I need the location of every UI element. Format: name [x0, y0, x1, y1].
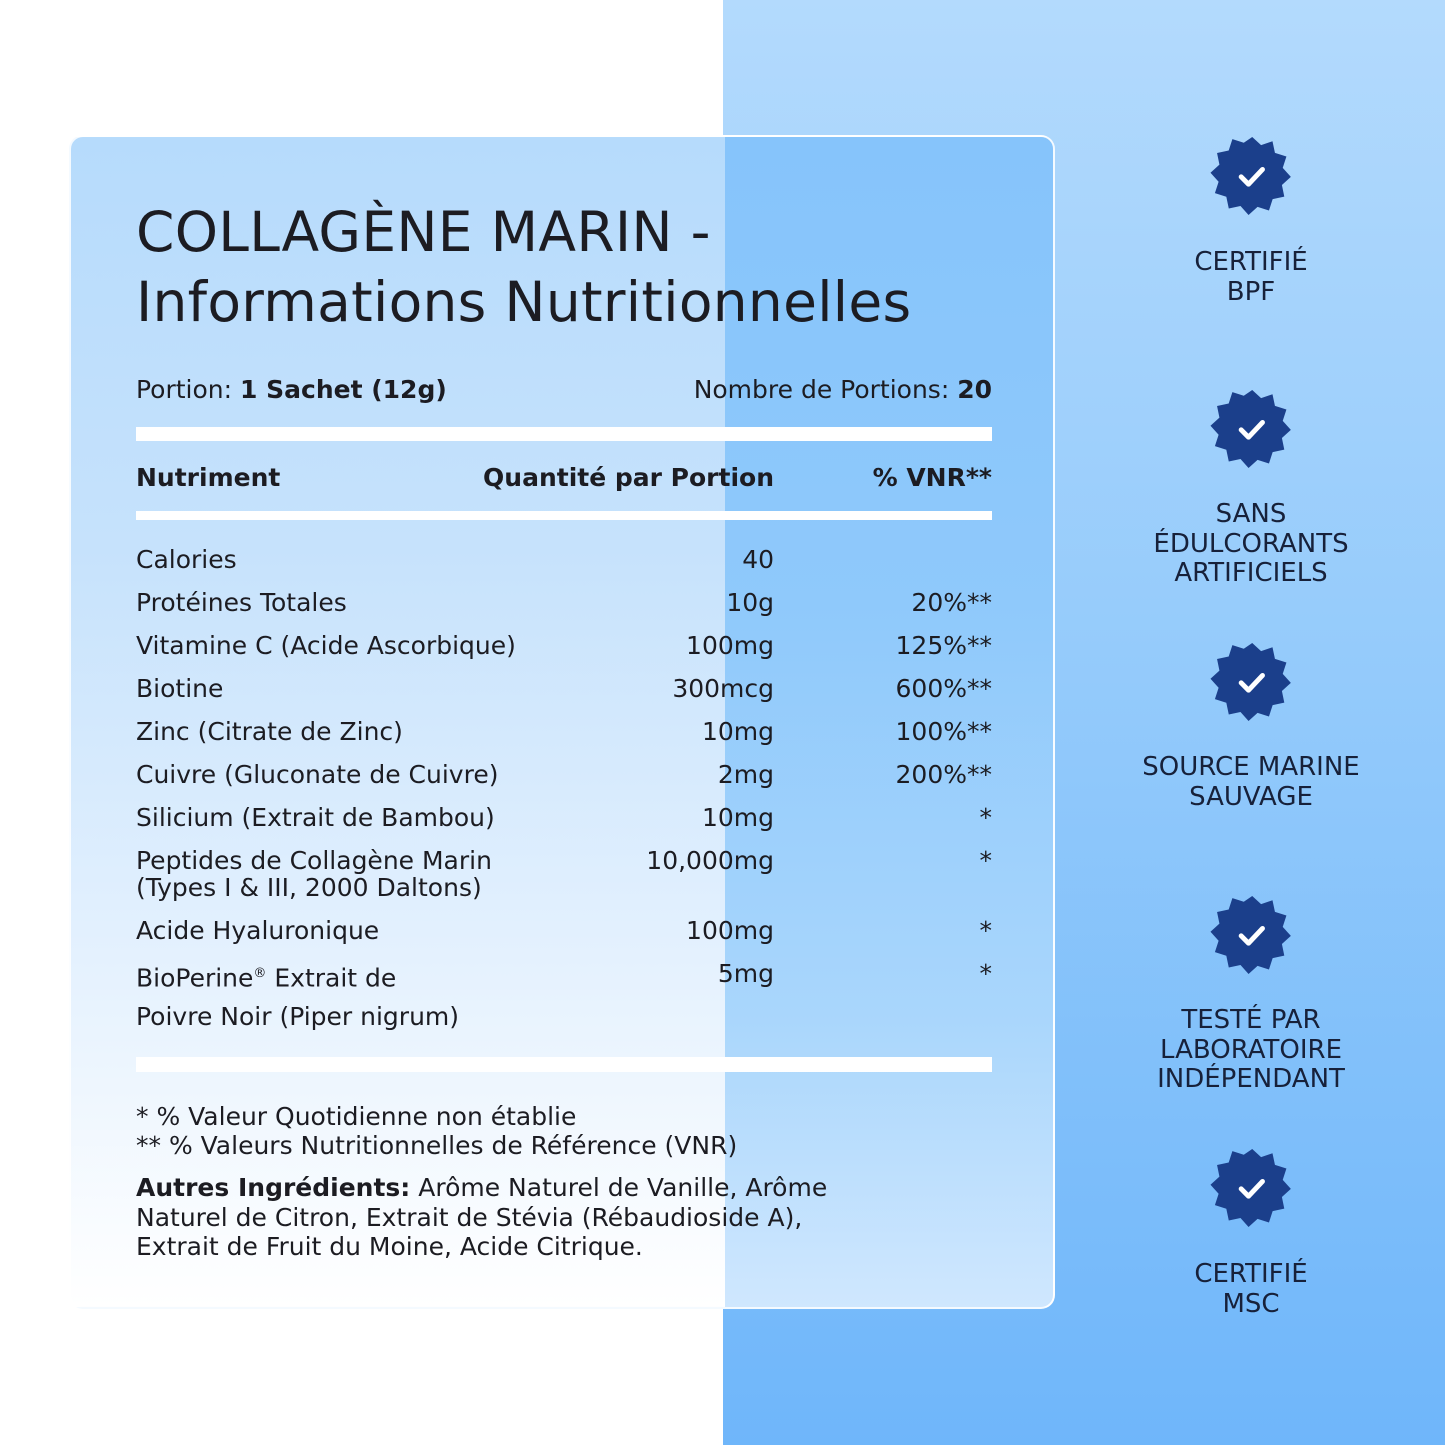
check-seal-icon — [1210, 894, 1292, 976]
nutrient-name: Silicium (Extrait de Bambou) — [136, 803, 495, 832]
nutrient-quantity: 10mg — [701, 717, 774, 746]
nutrient-vnr: 20%** — [911, 588, 992, 617]
badge-label-line: TESTÉ PAR — [1181, 1005, 1321, 1035]
portion-size — [136, 375, 447, 404]
divider-bottom — [136, 1057, 992, 1072]
badge-label — [1130, 1260, 1372, 1319]
nutrition-card — [69, 135, 1055, 1309]
nutrient-name-rest: Extrait de — [266, 963, 397, 993]
badge-label — [1130, 248, 1372, 307]
nutrient-name: Cuivre (Gluconate de Cuivre) — [136, 760, 499, 789]
header-vnr: % VNR** — [872, 463, 992, 492]
nutrient-vnr: * — [979, 916, 992, 945]
portion-count — [694, 375, 992, 404]
other-ingredients-text: Arôme Naturel de Vanille, Arôme Naturel de Citron, Extrait de Stévia (Rébaudioside A), Extrait de Fruit du Moine, Acide Citrique. — [136, 1173, 828, 1261]
badge-label-line: SOURCE MARINE — [1142, 752, 1360, 782]
badge-label-line: SAUVAGE — [1189, 781, 1313, 812]
check-seal-icon — [1210, 388, 1292, 470]
check-seal-icon — [1210, 1147, 1292, 1229]
badge-label — [1130, 1006, 1372, 1095]
badge-label-line: ARTIFICIELS — [1174, 558, 1328, 588]
nutrient-name: Peptides de Collagène Marin — [136, 846, 492, 875]
portion-label: Portion: — [136, 375, 241, 404]
nutrient-quantity: 300mcg — [672, 674, 774, 703]
footnote-vnr: ** % Valeurs Nutritionnelles de Référence (VNR) — [136, 1131, 738, 1160]
header-nutrient: Nutriment — [136, 463, 281, 492]
nutrient-vnr: * — [979, 959, 992, 988]
nutrient-quantity: 10g — [726, 588, 774, 617]
nutrient-quantity: 10mg — [701, 803, 774, 832]
divider-header — [136, 511, 992, 520]
badge-label-line: ÉDULCORANTS — [1153, 528, 1349, 559]
nutrient-quantity: 40 — [742, 545, 774, 574]
card-content — [136, 137, 992, 1307]
nutrient-quantity: 100mg — [686, 916, 774, 945]
nutrient-quantity: 100mg — [686, 631, 774, 660]
title-line-2: Informations Nutritionnelles — [136, 270, 912, 334]
nutrient-vnr: * — [979, 846, 992, 875]
badge-label-line: CERTIFIÉ — [1194, 1259, 1308, 1289]
portion-value: 1 Sachet (12g) — [240, 375, 447, 404]
nutrient-vnr: 200%** — [895, 760, 992, 789]
nutrient-name — [136, 960, 396, 992]
badge-label-line: MSC — [1222, 1288, 1280, 1319]
nutrient-vnr: 100%** — [895, 717, 992, 746]
header-quantity: Quantité par Portion — [483, 463, 774, 492]
count-value: 20 — [957, 375, 992, 404]
other-ingredients-label: Autres Ingrédients: — [136, 1173, 411, 1202]
nutrient-name-line-2: (Types I & III, 2000 Daltons) — [136, 873, 482, 902]
nutrient-vnr: * — [979, 803, 992, 832]
title-line-1: COLLAGÈNE MARIN - — [136, 200, 711, 264]
nutrient-name-line-2: Poivre Noir (Piper nigrum) — [136, 1002, 460, 1031]
badge-label-line: BPF — [1226, 276, 1276, 307]
registered-mark: ® — [253, 966, 267, 981]
nutrient-brand: BioPerine — [136, 963, 254, 993]
badge-label-line: INDÉPENDANT — [1157, 1064, 1345, 1094]
nutrient-vnr: 600%** — [895, 674, 992, 703]
divider-top — [136, 427, 992, 441]
nutrient-name: Protéines Totales — [136, 588, 347, 617]
badge-label-line: SANS — [1215, 499, 1287, 529]
nutrient-name: Zinc (Citrate de Zinc) — [136, 717, 403, 746]
nutrient-name: Vitamine C (Acide Ascorbique) — [136, 631, 516, 660]
badge-label — [1130, 753, 1372, 812]
check-seal-icon — [1210, 641, 1292, 723]
badge-label-line: CERTIFIÉ — [1194, 247, 1308, 277]
nutrient-vnr: 125%** — [895, 631, 992, 660]
check-seal-icon — [1210, 135, 1292, 217]
badge-label-line: LABORATOIRE — [1160, 1034, 1342, 1065]
nutrient-quantity: 10,000mg — [646, 846, 774, 875]
footnote-daily-value: * % Valeur Quotidienne non établie — [136, 1102, 577, 1131]
other-ingredients — [136, 1173, 856, 1262]
page-title — [136, 197, 1006, 337]
nutrient-name: Acide Hyaluronique — [136, 916, 380, 945]
nutrient-name: Calories — [136, 545, 237, 574]
nutrient-quantity: 5mg — [717, 959, 774, 988]
badge-label — [1130, 500, 1372, 589]
nutrient-name: Biotine — [136, 674, 224, 703]
count-label: Nombre de Portions: — [693, 375, 958, 404]
nutrient-quantity: 2mg — [717, 760, 774, 789]
